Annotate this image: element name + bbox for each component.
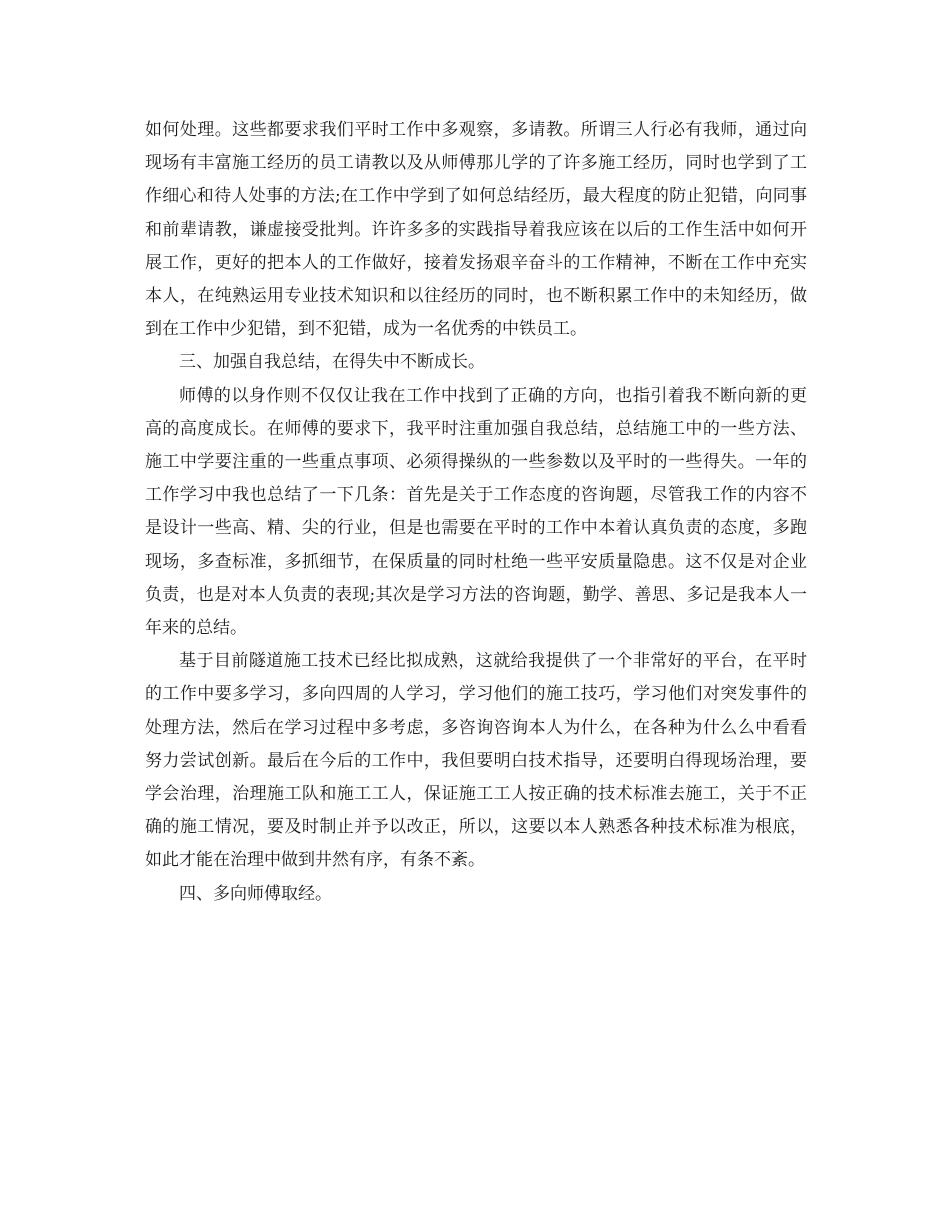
paragraph-continuation: 如何处理。这些都要求我们平时工作中多观察，多请教。所谓三人行必有我师，通过向现场有丰富施工经历的员工请教以及从师傅那儿学的了许多施工经历，同时也学到了工作细心和待人处事的方法;在工作中学到了如何总结经历，最大程度的防止犯错，向同事和前辈请教，谦虚接受批判。许许多多的实践指导着我应该在以后的工作生活中如何开展工作，更好的把本人的工作做好，接着发扬艰辛奋斗的工作精神，不断在工作中充实本人，在纯熟运用专业技术知识和以往经历的同时，也不断积累工作中的未知经历，做到在工作中少犯错，到不犯错，成为一名优秀的中铁员工。 [145, 120, 807, 340]
paragraph-self-summary: 师傅的以身作则不仅仅让我在工作中找到了正确的方向，也指引着我不断向新的更高的高度成长。在师傅的要求下，我平时注重加强自我总结，总结施工中的一些方法、施工中学要注重的一些重点事项、必须得操纵的一些参数以及平时的一些得失。一年的工作学习中我也总结了一下几条：首先是关于工作态度的咨询题，尽管我工作的内容不是设计一些高、精、尖的行业，但是也需要在平时的工作中本着认真负责的态度，多跑现场，多查标准，多抓细节，在保质量的同时杜绝一些平安质量隐患。这不仅是对企业负责，也是对本人负责的表现;其次是学习方法的咨询题，勤学、善思、多记是我本人一年来的总结。 [145, 385, 807, 639]
section-heading-4: 四、多向师傅取经。 [179, 883, 332, 904]
section-heading-3: 三、加强自我总结，在得失中不断成长。 [179, 352, 485, 373]
document-body [145, 114, 807, 911]
paragraph-tunnel-construction: 基于目前隧道施工技术已经比拟成熟，这就给我提供了一个非常好的平台，在平时的工作中要多学习，多向四周的人学习，学习他们的施工技巧，学习他们对突发事件的处理方法，然后在学习过程中多考虑，多咨询咨询本人为什么，在各种为什么么中看看努力尝试创新。最后在今后的工作中，我但要明白技术指导，还要明白得现场治理，要学会治理，治理施工队和施工工人，保证施工工人按正确的技术标准去施工，关于不正确的施工情况，要及时制止并予以改正，所以，这要以本人熟悉各种技术标准为根底，如此才能在治理中做到井然有序，有条不紊。 [145, 651, 807, 871]
